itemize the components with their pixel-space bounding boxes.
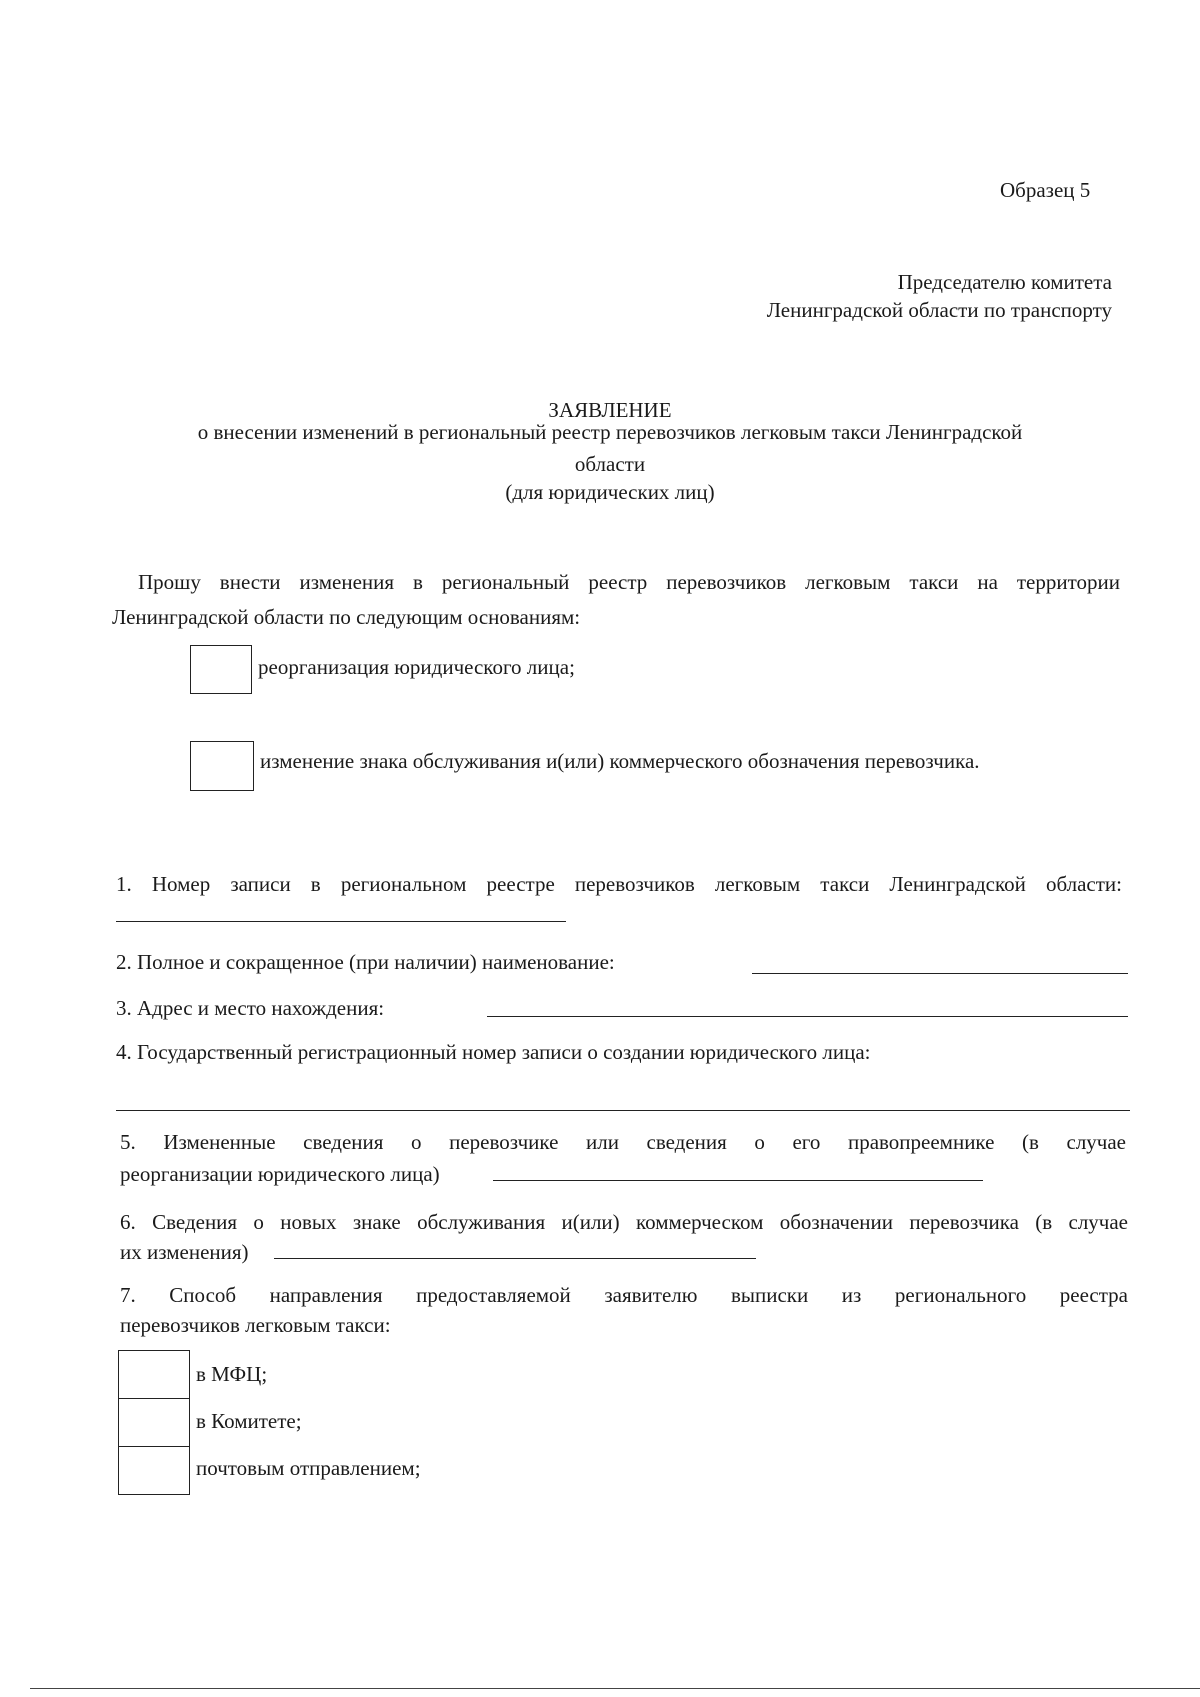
field-7-label-line-1: 7. Способ направления предоставляемой заявителю выписки из регионального реестра: [120, 1283, 1128, 1307]
reason-checkbox-reorganization[interactable]: [190, 645, 252, 694]
delivery-checkbox-post[interactable]: [118, 1446, 190, 1495]
field-5-input-line[interactable]: [493, 1180, 983, 1181]
document-subtitle-line-1: о внесении изменений в региональный реестр перевозчиков легковым такси Ленинградской: [197, 420, 1023, 444]
delivery-label-committee: в Комитете;: [196, 1409, 302, 1433]
field-2-label: 2. Полное и сокращенное (при наличии) наименование:: [116, 950, 615, 974]
page-bottom-rule: [30, 1688, 1200, 1689]
field-1-label: 1. Номер записи в региональном реестре перевозчиков легковым такси Ленинградской области:: [116, 872, 1122, 896]
field-2-input-line[interactable]: [752, 973, 1128, 974]
intro-line-2: Ленинградской области по следующим основаниям:: [112, 605, 581, 629]
field-6-label-line-1: 6. Сведения о новых знаке обслуживания и(или) коммерческом обозначении перевозчика (в случае: [120, 1210, 1128, 1234]
field-5-label-line-2: реорганизации юридического лица): [120, 1162, 440, 1186]
delivery-label-mfc: в МФЦ;: [196, 1362, 268, 1386]
addressee-line-2: Ленинградской области по транспорту: [766, 298, 1112, 322]
field-3-label: 3. Адрес и место нахождения:: [116, 996, 385, 1020]
reason-label-trademark-change: изменение знака обслуживания и(или) коммерческого обозначения перевозчика.: [260, 749, 980, 773]
document-subtitle-line-2: области: [574, 452, 646, 476]
field-4-input-line[interactable]: [116, 1110, 1130, 1111]
field-6-label-line-2: их изменения): [120, 1240, 249, 1264]
reason-checkbox-trademark-change[interactable]: [190, 741, 254, 791]
field-6-input-line[interactable]: [274, 1258, 756, 1259]
delivery-checkbox-committee[interactable]: [118, 1398, 190, 1447]
document-title: ЗАЯВЛЕНИЕ: [548, 398, 672, 422]
field-1-input-line[interactable]: [116, 921, 566, 922]
field-7-label-line-2: перевозчиков легковым такси:: [120, 1313, 391, 1337]
intro-line-1: Прошу внести изменения в региональный реестр перевозчиков легковым такси на территории: [138, 570, 1120, 594]
reason-label-reorganization: реорганизация юридического лица;: [258, 655, 575, 679]
document-subtitle-line-3: (для юридических лиц): [505, 480, 715, 504]
sample-label: Образец 5: [1000, 178, 1091, 202]
delivery-label-post: почтовым отправлением;: [196, 1456, 421, 1480]
field-3-input-line[interactable]: [487, 1016, 1128, 1017]
delivery-checkbox-mfc[interactable]: [118, 1350, 190, 1399]
field-4-label: 4. Государственный регистрационный номер записи о создании юридического лица:: [116, 1040, 871, 1064]
addressee-line-1: Председателю комитета: [897, 270, 1112, 294]
field-5-label-line-1: 5. Измененные сведения о перевозчике или сведения о его правопреемнике (в случае: [120, 1130, 1126, 1154]
